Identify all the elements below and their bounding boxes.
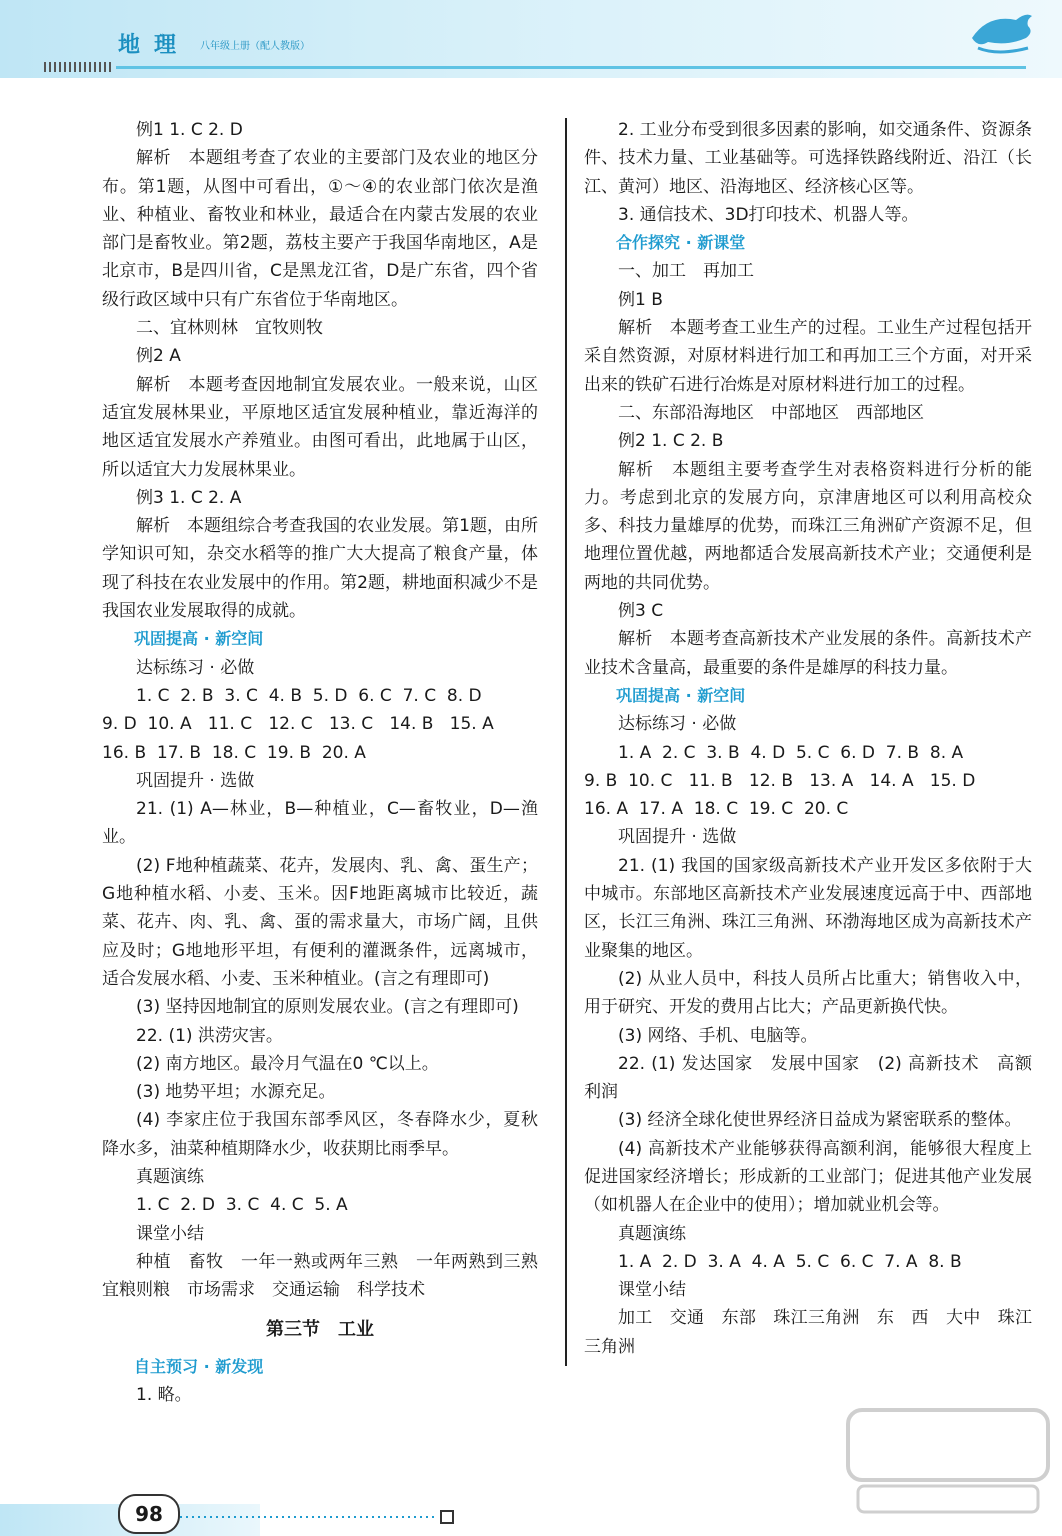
right-paragraph: 9. B 10. C 11. B 12. B 13. A 14. A 15. D [584, 770, 976, 791]
right-paragraph: 例1 B [618, 289, 663, 310]
left-paragraph: 课堂小结 [136, 1223, 204, 1244]
subject-title: 地理 [118, 32, 191, 58]
right-paragraph: 加工 交通 东部 珠江三角洲 东 西 大中 珠江三角洲 [584, 1308, 1032, 1357]
right-paragraph: 1. A 2. C 3. B 4. D 5. C 6. D 7. B 8. A [618, 742, 964, 763]
left-paragraph: 达标练习 · 必做 [136, 657, 255, 678]
left-paragraph: 16. B 17. B 18. C 19. B 20. A [102, 742, 366, 763]
right-paragraph: 达标练习 · 必做 [618, 714, 737, 735]
right-paragraph: 课堂小结 [618, 1280, 686, 1301]
right-paragraph: 一、加工 再加工 [618, 261, 754, 282]
left-paragraph: 例2 A [136, 346, 181, 367]
left-paragraph: 1. 略。 [136, 1385, 192, 1406]
page-number: 98 [118, 1494, 180, 1534]
left-paragraph: 真题演练 [136, 1166, 204, 1187]
right-paragraph: 例3 C [618, 601, 664, 622]
left-paragraph: (3) 地势平坦；水源充足。 [136, 1082, 336, 1103]
right-paragraph: (2) 从业人员中，科技人员所占比重大；销售收入中，用于研究、开发的费用占比大；产品更新换代快。 [584, 968, 1032, 1018]
left-paragraph: (3) 坚持因地制宜的原则发展农业。(言之有理即可) [136, 997, 519, 1018]
right-paragraph: 真题演练 [618, 1223, 686, 1244]
right-paragraph: (3) 经济全球化使世界经济日益成为紧密联系的整体。 [618, 1110, 1022, 1131]
left-paragraph: (2) 南方地区。最冷月气温在0 ℃以上。 [136, 1053, 439, 1074]
header-decoration [44, 62, 114, 72]
footer-square-icon [440, 1510, 454, 1524]
right-paragraph: 解析 本题考查工业生产的过程。工业生产过程包括开采自然资源，对原材料进行加工和再加工三个方面，对开采出来的铁矿石进行冶炼是对原材料进行加工的过程。 [584, 318, 1032, 395]
left-paragraph: 9. D 10. A 11. C 12. C 13. C 14. B 15. A [102, 714, 494, 735]
right-paragraph: (3) 网络、手机、电脑等。 [618, 1025, 818, 1046]
footer-dotted-line [180, 1516, 436, 1518]
right-paragraph: 二、东部沿海地区 中部地区 西部地区 [618, 402, 924, 423]
left-column [102, 116, 555, 1409]
left-paragraph: 解析 本题组综合考查我国的农业发展。第1题，由所学知识可知，杂交水稻等的推广大大提高了粮食产量，体现了科技在农业发展中的作用。第2题，耕地面积减少不是我国农业发展取得的成就。 [102, 516, 538, 622]
left-paragraph: 二、宜林则林 宜牧则牧 [136, 318, 323, 339]
left-paragraph: 解析 本题考查因地制宜发展农业。一般来说，山区适宜发展林果业，平原地区适宜发展种植业，靠近海洋的地区适宜发展水产养殖业。由图可看出，此地属于山区，所以适宜大力发展林果业。 [102, 374, 538, 480]
subject-subtitle: 八年级上册（配人教版） [200, 41, 310, 52]
left-paragraph: 巩固提高 · 新空间 [134, 629, 264, 649]
watermark-logo [838, 1400, 1058, 1520]
left-paragraph: 种植 畜牧 一年一熟或两年三熟 一年两熟到三熟 宜粮则粮 市场需求 交通运输 科学技术 [102, 1251, 555, 1301]
left-paragraph: 1. C 2. D 3. C 4. C 5. A [136, 1195, 348, 1216]
left-paragraph: (4) 李家庄位于我国东部季风区，冬春降水少，夏秋降水多，油菜种植期降水少，收获期比雨季早。 [102, 1110, 538, 1159]
right-paragraph: 合作探究 · 新课堂 [616, 233, 746, 253]
right-paragraph: 巩固提高 · 新空间 [616, 685, 746, 705]
right-paragraph: 3. 通信技术、3D打印技术、机器人等。 [618, 204, 919, 225]
left-paragraph: 巩固提升 · 选做 [136, 770, 255, 791]
right-paragraph: 解析 本题组主要考查学生对表格资料进行分析的能力。考虑到北京的发展方向，京津唐地区可以利用高校众多、科技力量雄厚的优势，而珠江三角洲矿产资源不足，但地理位置优越，两地都适合发展高新技术产业；交通便利是两地的共同优势。 [584, 459, 1032, 593]
left-paragraph: 第三节 工业 [266, 1319, 374, 1341]
left-paragraph: (2) F地种植蔬菜、花卉，发展肉、乳、禽、蛋生产；G地种植水稻、小麦、玉米。因F地距离城市比较近，蔬菜、花卉、肉、乳、禽、蛋的需求量大，市场广阔，且供应及时；G地地形平坦，有便利的灌溉条件，远离城市，适合发展水稻、小麦、玉米种植业。(言之有理即可) [102, 855, 538, 989]
left-paragraph: 22. (1) 洪涝灾害。 [136, 1025, 283, 1046]
right-paragraph: 解析 本题考查高新技术产业发展的条件。高新技术产业技术含量高，最重要的条件是雄厚的科技力量。 [584, 629, 1032, 678]
left-paragraph: 自主预习 · 新发现 [134, 1356, 264, 1376]
right-paragraph: 16. A 17. A 18. C 19. C 20. C [584, 799, 849, 820]
left-paragraph: 例1 1. C 2. D [136, 120, 243, 140]
right-paragraph: 巩固提升 · 选做 [618, 827, 737, 848]
right-column [584, 116, 1032, 1361]
right-paragraph: 21. (1) 我国的国家级高新技术产业开发区多依附于大中城市。东部地区高新技术产业发展速度远高于中、西部地区，长江三角洲、珠江三角洲、环渤海地区成为高新技术产业聚集的地区。 [584, 855, 1032, 961]
right-paragraph: 例2 1. C 2. B [618, 431, 724, 452]
column-divider [565, 118, 567, 1366]
left-paragraph: 1. C 2. B 3. C 4. B 5. D 6. C 7. C 8. D [136, 685, 482, 706]
left-paragraph: 解析 本题组考查了农业的主要部门及农业的地区分布。第1题，从图中可看出，①～④的农业部门依次是渔业、种植业、畜牧业和林业，最适合在内蒙古发展的农业部门是畜牧业。第2题，荔枝主要产于我国华南地区，A是北京市，B是四川省，C是黑龙江省，D是广东省，四个省级行政区域中只有广东省位于华南地区。 [102, 148, 538, 310]
left-paragraph: 21. (1) A—林业，B—种植业，C—畜牧业，D—渔业。 [102, 799, 538, 848]
dolphin-logo-icon [968, 8, 1038, 58]
right-paragraph: 1. A 2. D 3. A 4. A 5. C 6. C 7. A 8. B [618, 1251, 962, 1272]
left-paragraph: 例3 1. C 2. A [136, 487, 242, 508]
right-paragraph: 2. 工业分布受到很多因素的影响，如交通条件、资源条件、技术力量、工业基础等。可选择铁路线附近、沿江（长江、黄河）地区、沿海地区、经济核心区等。 [584, 120, 1032, 197]
header-rule [116, 66, 1026, 69]
right-paragraph: 22. (1) 发达国家 发展中国家 (2) 高新技术 高额利润 [584, 1053, 1032, 1103]
right-paragraph: (4) 高新技术产业能够获得高额利润，能够很大程度上促进国家经济增长；形成新的工业部门；促进其他产业发展（如机器人在企业中的使用）；增加就业机会等。 [584, 1138, 1032, 1216]
